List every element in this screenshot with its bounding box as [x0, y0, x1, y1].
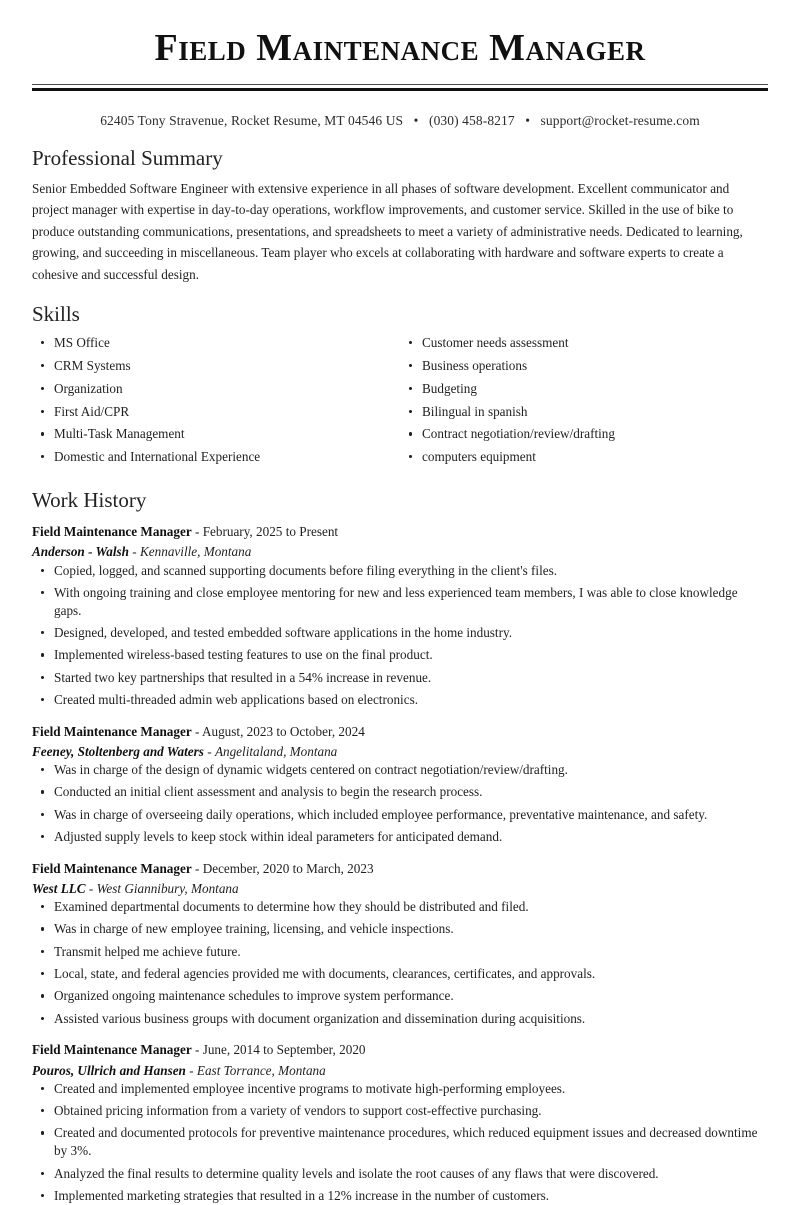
job-company-line [32, 1061, 768, 1080]
summary-text: Senior Embedded Software Engineer with extensive experience in all phases of software development. Excellent communicator and project manager with expertise in day-to-day operations, workflow improvements, and customer service. Skilled in the use of bike to produce outstanding communications, presentations, and spreadsheets to meet a variety of administrative needs. Dedicated to learning, growing, and succeeding in miscellaneous. Team player who excels at collaborating with hardware and software experts to create a cohesive and successful design. [32, 181, 743, 282]
list-item: Implemented marketing strategies that resulted in a 12% increase in the number of customers. [32, 1187, 768, 1205]
job-dates: February, 2025 to Present [202, 524, 339, 540]
divider-line-bottom [32, 88, 768, 91]
list-item: Assisted various business groups with document organization and dissemination during acquisitions. [32, 1010, 768, 1028]
header-divider [32, 84, 768, 91]
list-item: Conducted an initial client assessment and analysis to begin the research process. [32, 783, 768, 801]
list-item: Organization [32, 380, 400, 398]
list-item: Created and implemented employee incentive programs to motivate high-performing employees. [32, 1080, 768, 1098]
list-item: Organized ongoing maintenance schedules to improve system performance. [32, 987, 768, 1005]
list-item: Business operations [400, 357, 768, 375]
job-dates: June, 2014 to September, 2020 [202, 1042, 366, 1058]
work-history-entry [32, 859, 768, 1028]
skills-columns [32, 334, 768, 471]
list-item: Examined departmental documents to determine how they should be distributed and filed. [32, 898, 768, 916]
job-company: West LLC [32, 880, 86, 896]
list-item: Was in charge of new employee training, licensing, and vehicle inspections. [32, 920, 768, 938]
page-title: Field Maintenance Manager [154, 27, 646, 69]
list-item: Created and documented protocols for preventive maintenance procedures, which reduced equipment issues and decreased downtime by 3%. [32, 1124, 768, 1160]
job-location: Angelitaland, Montana [214, 743, 338, 759]
job-bullets [32, 898, 768, 1027]
list-item: Created multi-threaded admin web applications based on electronics. [32, 691, 768, 709]
job-company-dash: - [88, 880, 94, 896]
job-title: Field Maintenance Manager [32, 723, 192, 739]
list-item: Implemented wireless-based testing features to use on the final product. [32, 646, 768, 664]
job-location: West Giannibury, Montana [96, 880, 239, 896]
list-item: Contract negotiation/review/drafting [400, 425, 768, 443]
job-company-line [32, 542, 768, 561]
contact-address: 62405 Tony Stravenue, Rocket Resume, MT 04546 US [100, 112, 404, 128]
job-title: Field Maintenance Manager [32, 524, 192, 540]
section-professional-summary [32, 145, 768, 285]
job-company-line [32, 879, 768, 898]
job-dates: December, 2020 to March, 2023 [202, 860, 374, 876]
work-history-entry [32, 522, 768, 708]
list-item: Local, state, and federal agencies provided me with documents, clearances, certificates, and approvals. [32, 965, 768, 983]
job-title: Field Maintenance Manager [32, 1042, 192, 1058]
job-title-dash: - [194, 723, 200, 739]
skills-list-left [32, 334, 400, 466]
contact-line [32, 113, 768, 129]
list-item: Customer needs assessment [400, 334, 768, 352]
list-item: Copied, logged, and scanned supporting documents before filing everything in the client's files. [32, 562, 768, 580]
list-item: computers equipment [400, 448, 768, 466]
list-item: MS Office [32, 334, 400, 352]
section-heading-skills: Skills [32, 301, 80, 326]
list-item: Analyzed the final results to determine quality levels and isolate the root causes of any flaws that were discovered. [32, 1165, 768, 1183]
job-company-dash: - [132, 544, 137, 560]
list-item: Multi-Task Management [32, 425, 400, 443]
skills-column-right [400, 334, 768, 471]
job-title-dash: - [194, 524, 200, 540]
list-item: Bilingual in spanish [400, 403, 768, 421]
job-title-line [32, 1040, 768, 1059]
list-item: Domestic and International Experience [32, 448, 400, 466]
list-item: CRM Systems [32, 357, 400, 375]
contact-email: support@rocket-resume.com [540, 112, 700, 128]
section-heading-work-history: Work History [32, 488, 147, 513]
job-location: Kennaville, Montana [140, 544, 252, 560]
job-title-line [32, 859, 768, 878]
skills-list-right [400, 334, 768, 466]
job-bullets [32, 562, 768, 709]
list-item: First Aid/CPR [32, 403, 400, 421]
list-item: Adjusted supply levels to keep stock within ideal parameters for anticipated demand. [32, 828, 768, 846]
list-item: Designed, developed, and tested embedded software applications in the home industry. [32, 624, 768, 642]
section-work-history [32, 487, 768, 1205]
job-title: Field Maintenance Manager [32, 860, 192, 876]
job-title-line [32, 722, 768, 741]
list-item: Started two key partnerships that resulted in a 54% increase in revenue. [32, 669, 768, 687]
job-company: Feeney, Stoltenberg and Waters [32, 743, 204, 759]
contact-phone: (030) 458-8217 [428, 112, 515, 128]
contact-separator-1: • [413, 112, 419, 128]
job-company-dash: - [207, 743, 212, 759]
job-company: Pouros, Ullrich and Hansen [32, 1062, 186, 1078]
section-skills [32, 301, 768, 471]
list-item: Was in charge of overseeing daily operations, which included employee performance, preventative maintenance, and safety. [32, 806, 768, 824]
list-item: Budgeting [400, 380, 768, 398]
work-history-entry [32, 722, 768, 846]
contact-separator-2: • [525, 112, 531, 128]
job-dates: August, 2023 to October, 2024 [201, 723, 365, 739]
job-company: Anderson - Walsh [32, 544, 129, 560]
list-item: Obtained pricing information from a variety of vendors to support cost-effective purchasing. [32, 1102, 768, 1120]
job-bullets [32, 1080, 768, 1205]
job-bullets [32, 761, 768, 846]
list-item: Was in charge of the design of dynamic widgets centered on contract negotiation/review/drafting. [32, 761, 768, 779]
list-item: With ongoing training and close employee mentoring for new and less experienced team members, I was able to close knowledge gaps. [32, 584, 768, 620]
section-heading-summary: Professional Summary [32, 145, 223, 170]
job-title-line [32, 522, 768, 541]
job-title-dash: - [194, 1042, 200, 1058]
job-title-dash: - [194, 860, 200, 876]
skills-column-left [32, 334, 400, 471]
job-company-line [32, 742, 768, 761]
job-location: East Torrance, Montana [196, 1062, 326, 1078]
job-company-dash: - [189, 1062, 194, 1078]
list-item: Transmit helped me achieve future. [32, 943, 768, 961]
work-history-entry [32, 1040, 768, 1204]
